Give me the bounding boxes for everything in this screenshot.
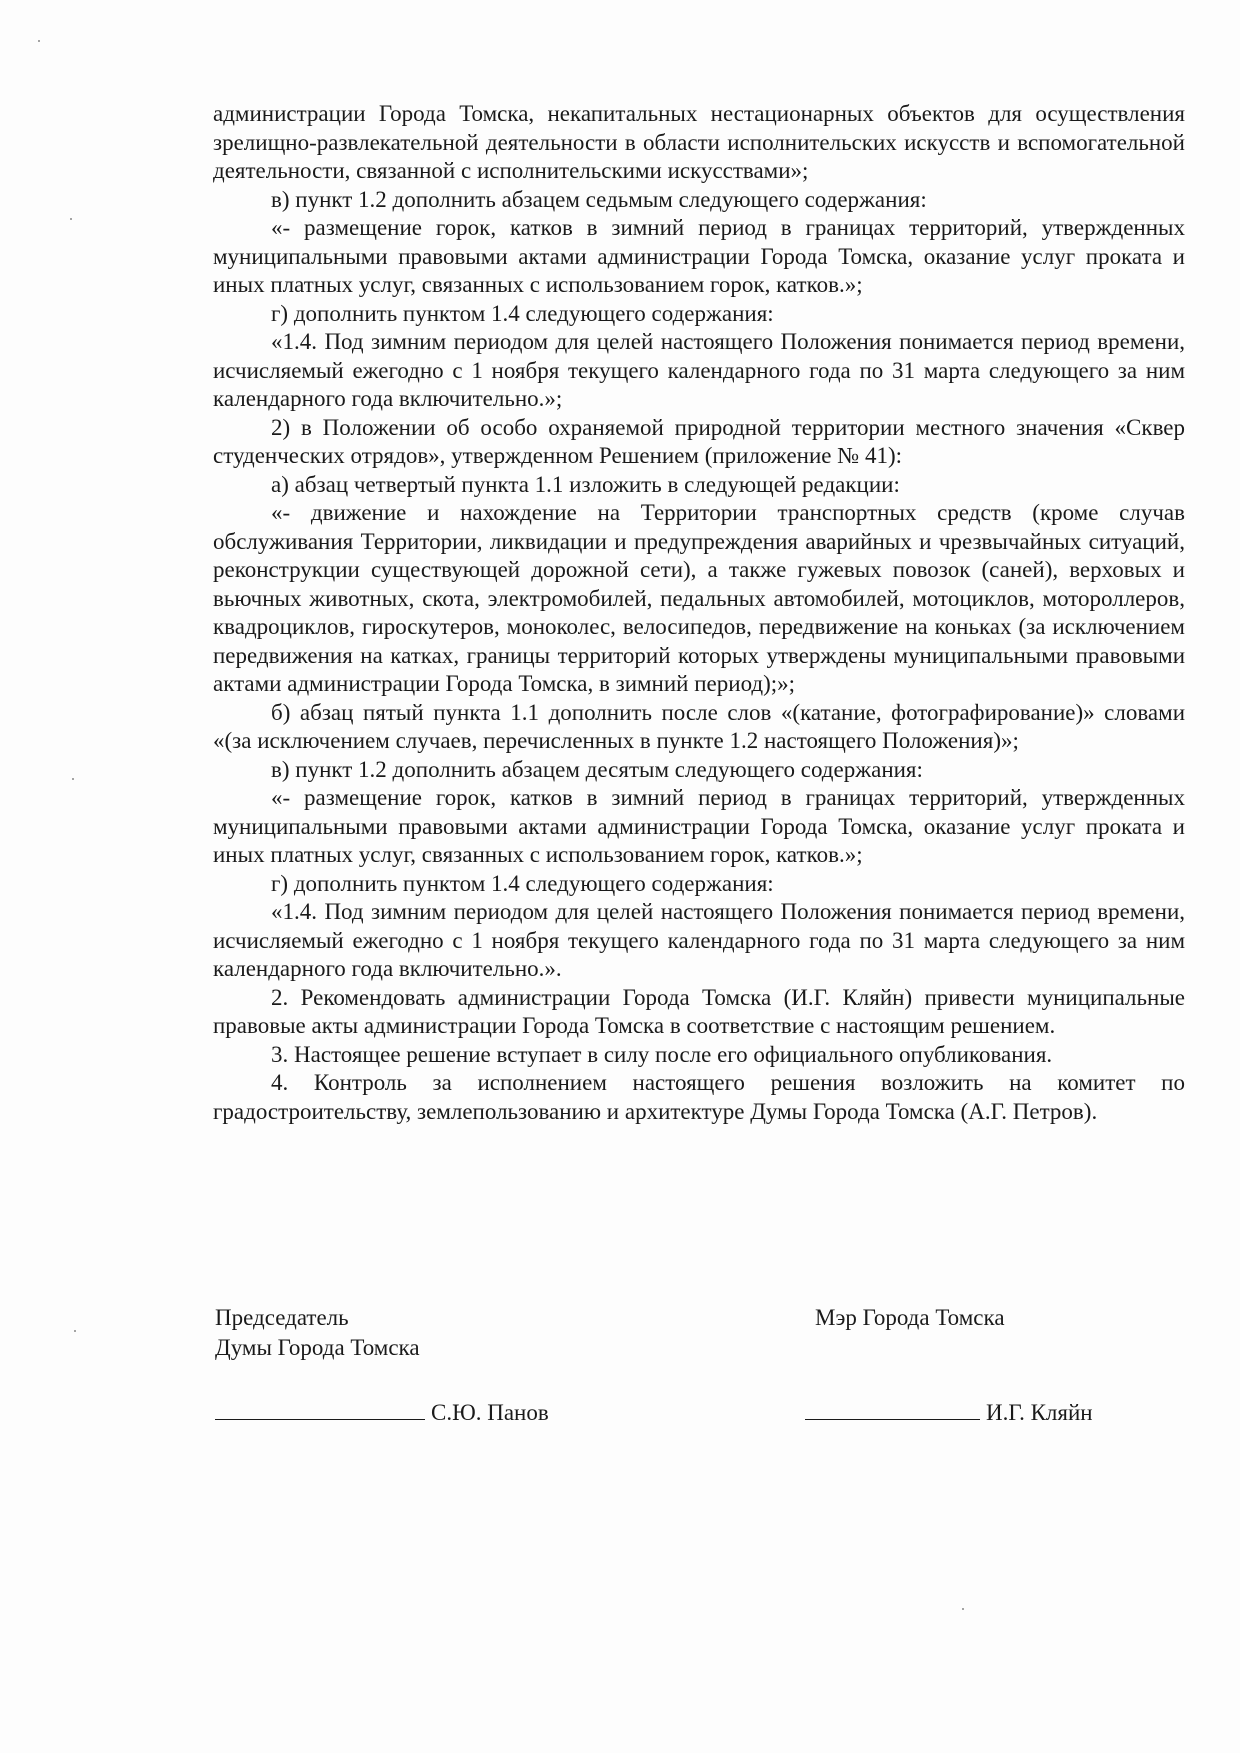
- paragraph: 3. Настоящее решение вступает в силу после его официального опубликования.: [271, 1041, 1053, 1067]
- paragraph: администрации Города Томска, некапитальных нестационарных объектов для осуществления зрелищно-развлекательной деятельности в области исполнительских искусств и вспомогательной деятельности, связанной с исполнительскими искусствами»;: [213, 101, 1185, 183]
- paragraph: «- размещение горок, катков в зимний период в границах территорий, утвержденных муниципальными правовыми актами администрации Города Томска, оказание услуг проката и иных платных услуг, связанных с использованием горок, катков.»;: [213, 215, 1185, 297]
- mayor-signature: [805, 1397, 1093, 1427]
- chairman-title: [215, 1303, 420, 1363]
- signature-blank-line: [215, 1397, 425, 1420]
- scan-speck: [962, 1608, 964, 1610]
- paragraph: в) пункт 1.2 дополнить абзацем десятым следующего содержания:: [271, 756, 923, 782]
- paragraph: «1.4. Под зимним периодом для целей настоящего Положения понимается период времени, исчисляемый ежегодно с 1 ноября текущего календарного года по 31 марта следующего за ним календарного года включительно.»;: [213, 329, 1185, 411]
- paragraph: «- движение и нахождение на Территории транспортных средств (кроме случав обслуживания Территории, ликвидации и предупреждения аварийных и чрезвычайных ситуаций, реконструкции существующей дорожной сети), а также гужевых повозок (саней), верховых и вьючных животных, скота, электромобилей, педальных автомобилей, мотоциклов, мотороллеров, квадроциклов, гироскутеров, моноколес, велосипедов, передвижение на коньках (за исключением передвижения на катках, границы территорий которых утверждены муниципальными правовыми актами администрации Города Томска, в зимний период);»;: [213, 500, 1185, 696]
- paragraph: 4. Контроль за исполнением настоящего решения возложить на комитет по градостроительству, землепользованию и архитектуре Думы Города Томска (А.Г. Петров).: [213, 1070, 1185, 1124]
- scan-speck: [70, 218, 72, 220]
- paragraph: 2) в Положении об особо охраняемой природной территории местного значения «Сквер студенческих отрядов», утвержденном Решением (приложение № 41):: [213, 414, 1185, 468]
- mayor-name: И.Г. Кляйн: [986, 1400, 1093, 1425]
- document-body: [213, 100, 1185, 1126]
- paragraph: «- размещение горок, катков в зимний период в границах территорий, утвержденных муниципальными правовыми актами администрации Города Томска, оказание услуг проката и иных платных услуг, связанных с использованием горок, катков.»;: [213, 785, 1185, 867]
- paragraph: б) абзац пятый пункта 1.1 дополнить после слов «(катание, фотографирование)» словами «(за исключением случаев, перечисленных в пункте 1.2 настоящего Положения)»;: [213, 699, 1185, 753]
- chairman-signature: [215, 1397, 549, 1427]
- paragraph: 2. Рекомендовать администрации Города Томска (И.Г. Кляйн) привести муниципальные правовые акты администрации Города Томска в соответствие с настоящим решением.: [213, 984, 1185, 1038]
- scan-speck: [72, 778, 74, 780]
- signature-blank-line: [805, 1397, 980, 1420]
- scan-speck: [74, 1330, 76, 1332]
- mayor-title-line1: Мэр Города Томска: [815, 1305, 1005, 1330]
- paragraph: г) дополнить пунктом 1.4 следующего содержания:: [271, 300, 774, 326]
- paragraph: г) дополнить пунктом 1.4 следующего содержания:: [271, 870, 774, 896]
- chairman-title-line2: Думы Города Томска: [215, 1335, 420, 1360]
- paragraph: а) абзац четвертый пункта 1.1 изложить в следующей редакции:: [271, 471, 900, 497]
- chairman-name: С.Ю. Панов: [431, 1400, 549, 1425]
- scan-speck: [38, 40, 40, 42]
- paragraph: «1.4. Под зимним периодом для целей настоящего Положения понимается период времени, исчисляемый ежегодно с 1 ноября текущего календарного года по 31 марта следующего за ним календарного года включительно.».: [213, 899, 1185, 981]
- mayor-title: [815, 1303, 1005, 1333]
- paragraph: в) пункт 1.2 дополнить абзацем седьмым следующего содержания:: [271, 186, 927, 212]
- chairman-title-line1: Председатель: [215, 1305, 349, 1330]
